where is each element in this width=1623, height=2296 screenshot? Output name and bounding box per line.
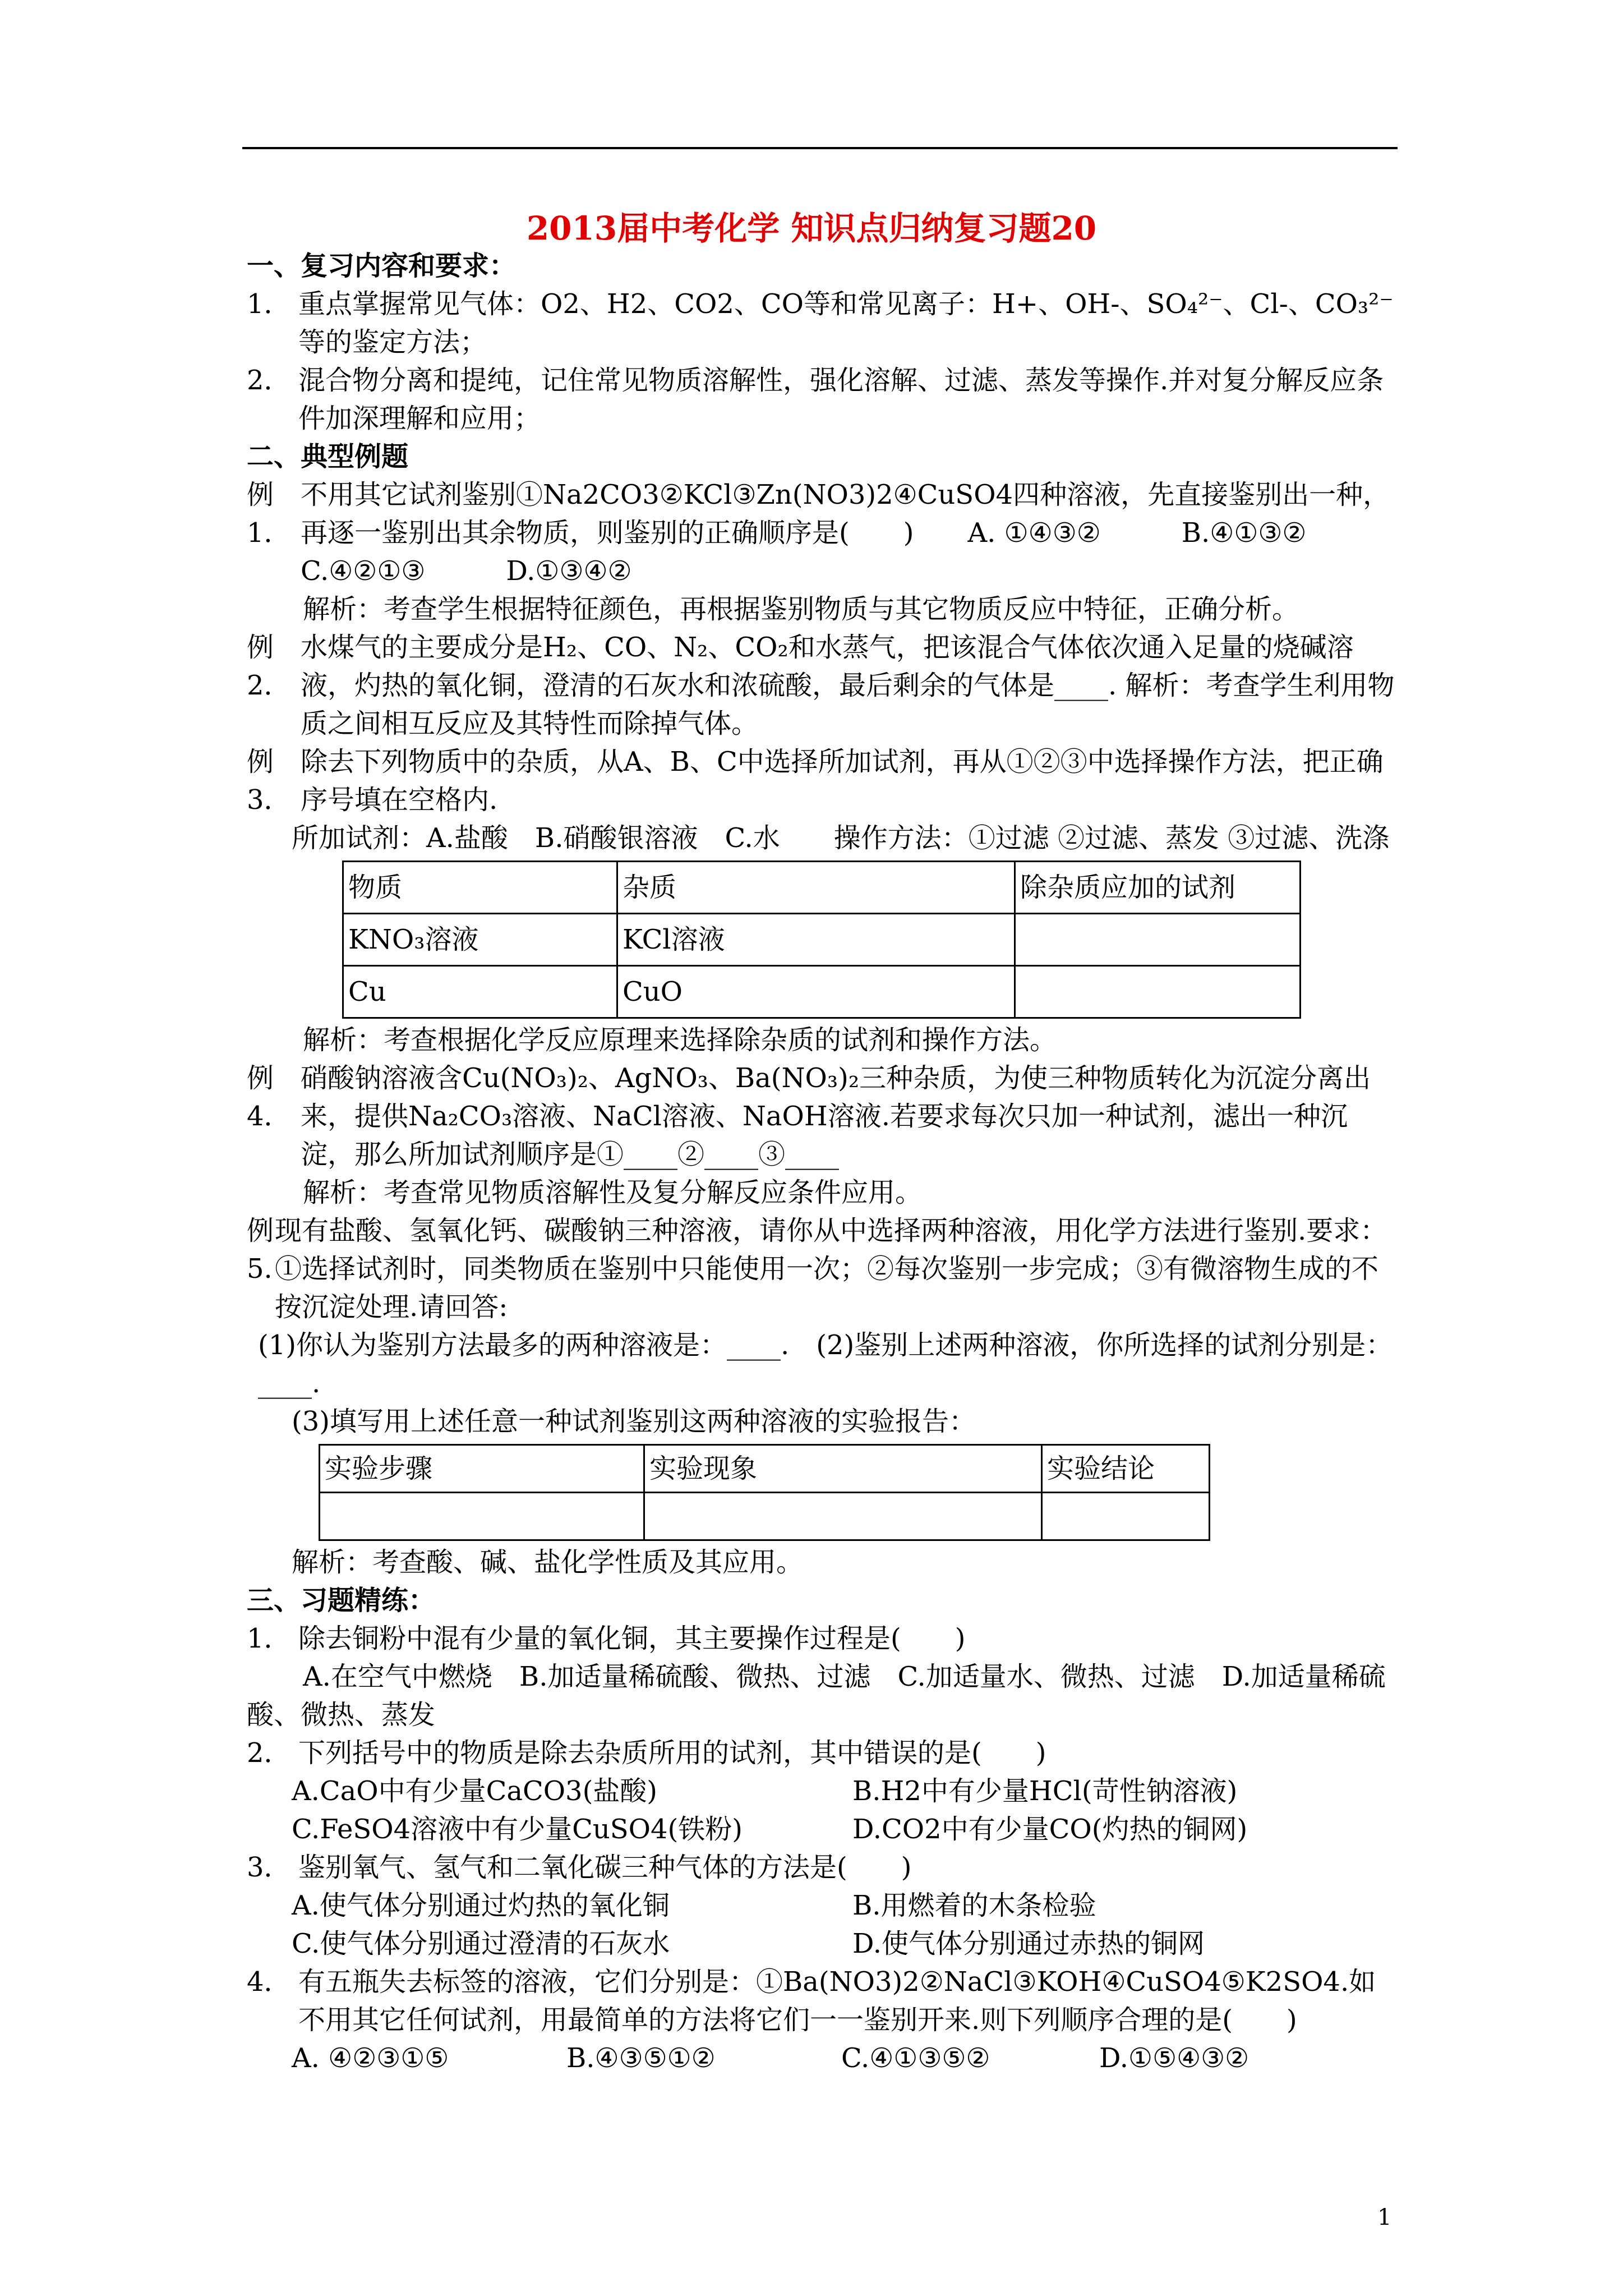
example-5-questions: (1)你认为鉴别方法最多的两种溶液是：____. (2)鉴别上述两种溶液，你所选择的试剂分别是：____. — [258, 1329, 1393, 1399]
table-cell-blank — [1042, 1493, 1210, 1540]
example-1 — [247, 476, 1396, 590]
item-text: 混合物分离和提纯，记住常见物质溶解性，强化溶解、过滤、蒸发等操作.并对复分解反应条件加深理解和应用； — [298, 365, 1384, 434]
exercise-2 — [247, 1734, 1396, 1772]
impurity-table — [342, 861, 1301, 1019]
exercise-number: 1． — [247, 1623, 291, 1654]
exercise-number: 3． — [247, 1852, 291, 1883]
example-1-analysis: 解析：考查学生根据特征颜色，再根据鉴别物质与其它物质反应中特征，正确分析。 — [303, 593, 1299, 625]
table-header-cell: 除杂质应加的试剂 — [1015, 862, 1301, 914]
example-3-reagents: 所加试剂：A.盐酸 B.硝酸银溶液 C.水 操作方法：①过滤 ②过滤、蒸发 ③过滤、洗涤 — [292, 822, 1390, 854]
table-header-cell: 实验现象 — [644, 1445, 1042, 1493]
table-cell-blank — [1015, 966, 1301, 1018]
section-3-heading: 三、习题精练： — [247, 1585, 436, 1616]
content — [247, 247, 1396, 2077]
example-5 — [247, 1212, 1396, 1326]
list-item — [247, 361, 1396, 438]
example-4-analysis: 解析：考查常见物质溶解性及复分解反应条件应用。 — [303, 1177, 923, 1208]
table-row — [343, 966, 1301, 1018]
list-item — [247, 285, 1396, 361]
exercise-3-options-row — [247, 1925, 1396, 1963]
table-cell-blank — [320, 1493, 644, 1540]
item-text: 重点掌握常见气体：O2、H2、CO2、CO等和常见离子：H+、OH-、SO₄²⁻、Cl-、CO₃²⁻等的鉴定方法； — [298, 288, 1394, 358]
exercise-4 — [247, 1963, 1396, 2039]
option-a: A. ④②③①⑤ — [292, 2042, 449, 2074]
experiment-report-table — [319, 1444, 1210, 1541]
item-number: 1． — [247, 288, 291, 320]
table-cell-blank — [1015, 914, 1301, 966]
example-number: 例5. — [247, 1215, 274, 1285]
page-number: 1 — [1377, 2205, 1392, 2230]
example-text: 硝酸钠溶液含Cu(NO₃)₂、AgNO₃、Ba(NO₃)₂三种杂质，为使三种物质转化为沉淀分离出来，提供Na₂CO₃溶液、NaCl溶液、NaOH溶液.若要求每次只加一种试剂，滤出一种沉淀，那么所加试剂顺序是①____②____③____ — [301, 1062, 1371, 1170]
option-c: C.使气体分别通过澄清的石灰水 — [292, 1928, 670, 1959]
exercise-text: 除去铜粉中混有少量的氧化铜，其主要操作过程是( ) — [298, 1623, 966, 1654]
option-d: D.CO2中有少量CO(灼热的铜网) — [852, 1814, 1248, 1845]
exercise-4-options-row — [247, 2039, 1396, 2077]
table-header-row — [320, 1445, 1210, 1493]
example-4 — [247, 1059, 1396, 1174]
exercise-number: 4． — [247, 1966, 291, 1998]
example-2 — [247, 628, 1396, 743]
example-number: 例1． — [247, 479, 291, 549]
example-text: 除去下列物质中的杂质，从A、B、C中选择所加试剂，再从①②③中选择操作方法，把正确序号填在空格内. — [301, 746, 1384, 816]
option-a: A.CaO中有少量CaCO3(盐酸) — [292, 1775, 658, 1807]
exercise-3 — [247, 1848, 1396, 1887]
example-number: 例4． — [247, 1062, 291, 1132]
example-text: 现有盐酸、氢氧化钙、碳酸钠三种溶液，请你从中选择两种溶液，用化学方法进行鉴别.要求：①选择试剂时，同类物质在鉴别中只能使用一次；②每次鉴别一步完成；③有微溶物生成的不按沉淀处理.请回答: — [275, 1215, 1387, 1323]
exercise-1-options: A.在空气中燃烧 B.加适量稀硫酸、微热、过滤 C.加适量水、微热、过滤 D.加适量稀硫酸、微热、蒸发 — [247, 1661, 1386, 1731]
exercise-1 — [247, 1619, 1396, 1658]
page-title: 2013届中考化学 知识点归纳复习题20 — [526, 209, 1097, 247]
example-5-q3: (3)填写用上述任意一种试剂鉴别这两种溶液的实验报告： — [292, 1406, 976, 1437]
example-number: 例3． — [247, 746, 291, 816]
item-number: 2． — [247, 365, 291, 396]
example-number: 例2． — [247, 632, 291, 701]
table-row — [343, 914, 1301, 966]
table-header-row — [343, 862, 1301, 914]
table-cell: KNO₃溶液 — [343, 914, 617, 966]
exercise-text: 有五瓶失去标签的溶液，它们分别是：①Ba(NO3)2②NaCl③KOH④CuSO4⑤K2SO4.如不用其它任何试剂，用最简单的方法将它们一一鉴别开来.则下列顺序合理的是( ) — [298, 1966, 1376, 2036]
example-5-analysis: 解析：考查酸、碱、盐化学性质及其应用。 — [292, 1547, 804, 1578]
exercise-2-options-row — [247, 1772, 1396, 1810]
example-text: 不用其它试剂鉴别①Na2CO3②KCl③Zn(NO3)2④CuSO4四种溶液，先直接鉴别出一种，再逐一鉴别出其余物质，则鉴别的正确顺序是( ) A. ①④③② B.④①③② C.④②①③ D.①③④② — [301, 479, 1390, 587]
table-cell: CuO — [617, 966, 1015, 1018]
option-d: D.使气体分别通过赤热的铜网 — [852, 1928, 1205, 1959]
table-cell: KCl溶液 — [617, 914, 1015, 966]
exercise-text: 下列括号中的物质是除去杂质所用的试剂，其中错误的是( ) — [298, 1737, 1046, 1769]
table-cell: Cu — [343, 966, 617, 1018]
option-b: B.H2中有少量HCl(苛性钠溶液) — [852, 1775, 1238, 1807]
option-d: D.①⑤④③② — [1099, 2042, 1249, 2074]
exercise-3-options-row — [247, 1887, 1396, 1925]
table-header-cell: 杂质 — [617, 862, 1015, 914]
table-header-cell: 实验结论 — [1042, 1445, 1210, 1493]
option-b: B.④③⑤①② — [566, 2042, 716, 2074]
exercise-2-options-row — [247, 1810, 1396, 1848]
option-c: C.FeSO4溶液中有少量CuSO4(铁粉) — [292, 1814, 743, 1845]
option-b: B.用燃着的木条检验 — [852, 1890, 1096, 1921]
table-header-cell: 物质 — [343, 862, 617, 914]
section-2-heading: 二、典型例题 — [247, 441, 409, 472]
table-header-cell: 实验步骤 — [320, 1445, 644, 1493]
header-rule — [242, 147, 1398, 149]
example-3-analysis: 解析：考查根据化学反应原理来选择除杂质的试剂和操作方法。 — [303, 1024, 1057, 1056]
option-a: A.使气体分别通过灼热的氧化铜 — [292, 1890, 670, 1921]
option-c: C.④①③⑤② — [841, 2042, 990, 2074]
exercise-number: 2． — [247, 1737, 291, 1769]
table-row — [320, 1493, 1210, 1540]
table-cell-blank — [644, 1493, 1042, 1540]
section-1-heading: 一、复习内容和要求： — [247, 250, 517, 282]
example-text: 水煤气的主要成分是H₂、CO、N₂、CO₂和水蒸气，把该混合气体依次通入足量的烧碱溶液，灼热的氧化铜，澄清的石灰水和浓硫酸，最后剩余的气体是____. 解析：考查学生利用物质之间相互反应及其特性而除掉气体。 — [301, 632, 1395, 739]
example-3 — [247, 743, 1396, 819]
exercise-text: 鉴别氧气、氢气和二氧化碳三种气体的方法是( ) — [298, 1852, 912, 1883]
